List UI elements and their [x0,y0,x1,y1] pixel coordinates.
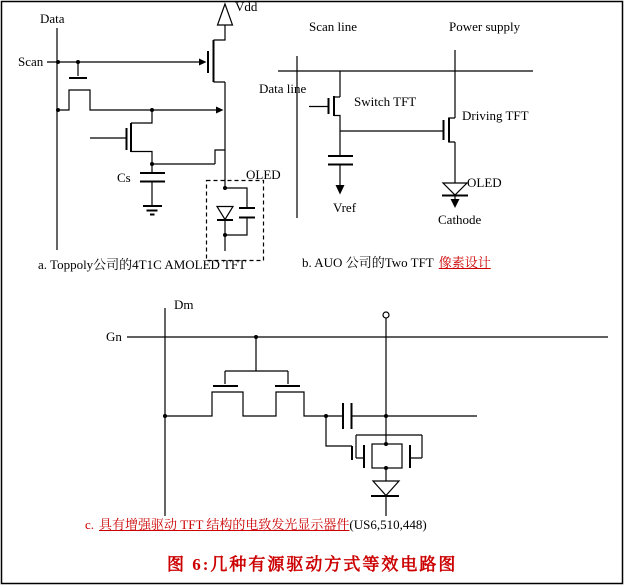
wires-a [47,25,247,251]
inner-box [372,444,402,468]
oled-b-label: OLED [467,175,502,190]
bars-a [69,40,255,220]
caption-c-patent: (US6,510,448) [349,517,427,532]
terminal-circle-icon [383,312,389,318]
scan-arrow-icon [199,59,207,66]
figure-caption: 图 6:几种有源驱动方式等效电路图 [167,555,458,574]
vref-arrow-icon [336,185,345,195]
cs-label: Cs [117,170,131,185]
gn-label: Gn [106,329,122,344]
caption-c-highlight: 具有增强驱动 TFT 结构的电致发光显示器件 [99,517,350,532]
scan-line-label: Scan line [309,19,358,34]
dm-label: Dm [174,297,194,312]
caption-c [85,518,427,532]
diode-c-icon [373,481,399,496]
caption-a: a. Toppoly公司的4T1C AMOLED TFT [38,257,247,272]
caption-b [302,256,491,270]
vref-label: Vref [333,200,357,215]
oled-diode-b-icon [443,183,467,195]
wires-c [127,308,608,516]
circuit-b-schematic [278,50,533,218]
caption-c-prefix: c. [85,517,95,532]
oled-dashed-box [207,181,264,261]
wires-b [278,50,533,218]
caption-b-highlight: 像素设计 [438,255,491,270]
caption-b-prefix: b. AUO 公司的Two TFT [302,255,434,270]
circuit-a-schematic [47,4,264,261]
oled-a-label: OLED [246,167,281,182]
driving-tft-label: Driving TFT [462,108,529,123]
vdd-label: Vdd [235,0,258,14]
image-border [2,2,623,584]
scan-label: Scan [18,54,44,69]
switch-tft-label: Switch TFT [354,94,417,109]
oled-diode-a-icon [217,207,233,220]
cathode-arrow-icon [451,199,460,208]
wire-arrow-icon [216,107,224,114]
data-line-label: Data line [259,81,307,96]
power-supply-label: Power supply [449,19,521,34]
cathode-label: Cathode [438,212,482,227]
vdd-triangle-icon [218,4,233,25]
circuit-c-schematic [127,308,608,516]
bars-b [328,96,468,196]
data-label: Data [40,11,65,26]
